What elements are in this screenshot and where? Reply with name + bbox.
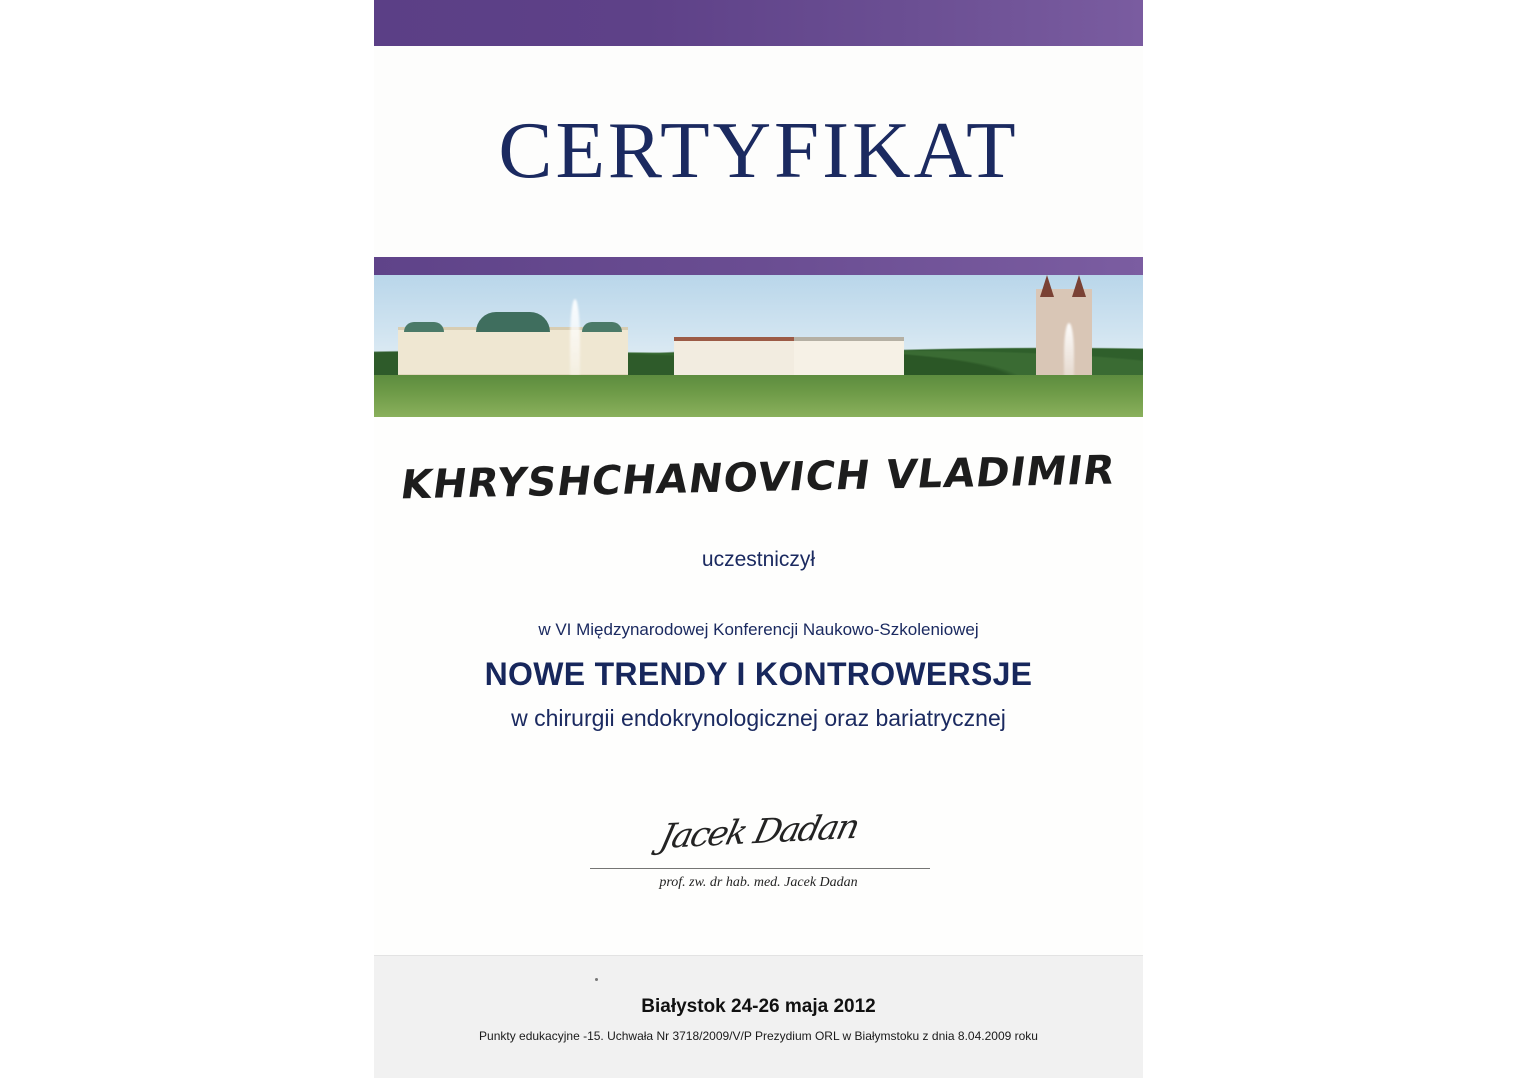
recipient-name: KHRYSHCHANOVICH VLADIMIR [398, 447, 1119, 509]
palace-wing-right [794, 337, 904, 377]
top-purple-band [374, 0, 1143, 46]
conference-title: NOWE TRENDY I KONTROWERSJE [484, 656, 1033, 692]
signature-mark [374, 806, 1143, 858]
footer-block [374, 955, 1143, 1078]
branicki-palace [398, 327, 628, 378]
footer-dot [595, 978, 598, 981]
page-margin-right [1142, 0, 1516, 1077]
conference-subtitle: w chirurgii endokrynologicznej oraz bariatrycznej [511, 705, 1006, 731]
palace-panorama-image [374, 275, 1143, 417]
education-points-note: Punkty edukacyjne -15. Uchwała Nr 3718/2009/V/P Prezydium ORL w Białymstoku z dnia 8.04.2009 roku [479, 1029, 1038, 1043]
lawn [374, 375, 1143, 417]
participation-word: uczestniczył [701, 548, 816, 571]
page-margin-left [0, 0, 374, 1077]
signatory-name: prof. zw. dr hab. med. Jacek Dadan [659, 875, 858, 890]
handwritten-signature: Jacek Dadan [655, 806, 862, 858]
photo-top-purple-rule [374, 257, 1143, 275]
certificate-title: CERTYFIKAT [498, 105, 1019, 195]
fountain-left [570, 299, 580, 385]
conference-prefix: w VI Międzynarodowej Konferencji Naukowo-Szkoleniowej [538, 620, 979, 639]
palace-wing-left [674, 337, 794, 377]
recipient-name-line [374, 447, 1143, 509]
certificate-sheet [374, 0, 1143, 1077]
title-area [374, 46, 1143, 257]
signature-rule [590, 868, 930, 869]
place-and-date: Białystok 24-26 maja 2012 [641, 996, 876, 1017]
